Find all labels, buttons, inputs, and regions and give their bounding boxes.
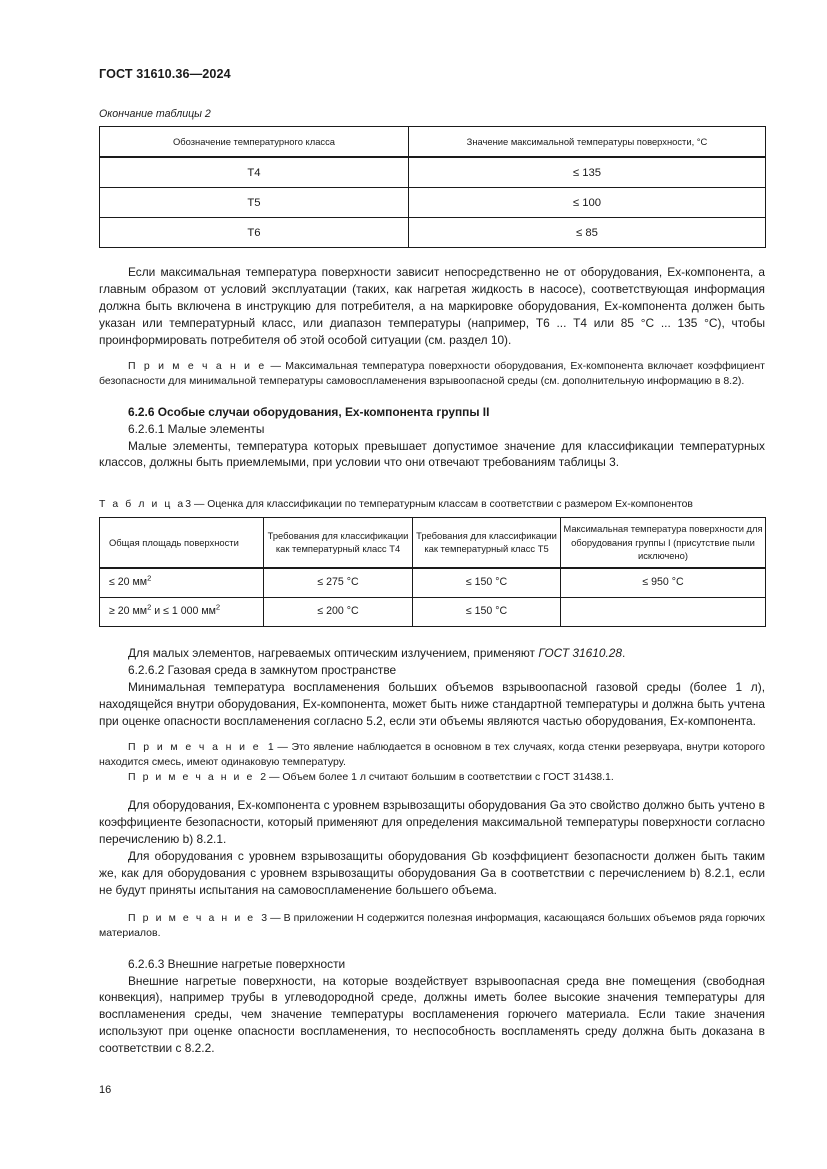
spacer <box>99 942 765 956</box>
spacer <box>99 899 765 911</box>
note-number: 2 <box>260 771 267 784</box>
optical-text-before: Для малых элементов, нагреваемых оптическим излучением, применяют <box>128 645 539 660</box>
paragraph-6-2-6-2: Минимальная температура воспламенения больших объемов взрывоопасной газовой среды (более 1 л), находящейся внутри оборудования, Ех-компонента, может быть ниже стандартной температуры и должна быть учтена при оценке опасности воспламенения согласно 5.2, если эти объемы являются частью оборудования, Ех-компонента. <box>99 679 765 728</box>
paragraph-6-2-6-3: Внешние нагретые поверхности, на которые воздействует взрывоопасная среда вне помещения (свободная конвекция), например трубы в углеводородной среде, должны иметь более высокие значения температуры для воспламенения среды, чем значение температуры воспламенения горючего материала. Если такие значения используют при оценке опасности воспламенения, то неспособность воспламенять среду должна быть доказана в соответствии с 8.2.2. <box>99 973 765 1056</box>
table-2 <box>99 126 766 248</box>
standard-header: ГОСТ 31610.36—2024 <box>99 67 231 81</box>
page-number: 16 <box>99 1084 112 1096</box>
table3-col-header-t4: Требования для классификации как температурный класс Т4 <box>264 517 413 568</box>
table3-cell-area: ≤ 20 $мм^2$ <box>100 568 264 598</box>
table2-caption: Окончание таблицы 2 <box>99 108 211 121</box>
paragraph-6-2-6-1: Малые элементы, температура которых превышает допустимое значение для классификации температурных классов, должны быть приемлемыми, при условии что они отвечают требованиям таблицы 3. <box>99 438 765 470</box>
spacer <box>99 248 765 264</box>
table3-caption <box>99 498 765 512</box>
paragraph-ga-protection-level: Для оборудования, Ех-компонента с уровнем взрывозащиты оборудования Ga это свойство должно быть учтено в коэффициенте безопасности, который применяют для определения максимальной температуры поверхности согласно перечислению b) 8.2.1. <box>99 798 765 847</box>
table-row <box>100 218 766 248</box>
table3-col-header-area: Общая площадь поверхности <box>100 517 264 568</box>
table3-col-header-t5: Требования для классификации как температурный класс Т5 <box>413 517 561 568</box>
gost-reference: ГОСТ 31610.28 <box>538 645 622 660</box>
note-number: 1 <box>267 740 274 753</box>
table2-cell-temp: ≤ 135 <box>409 157 766 188</box>
table3-cell-t5: ≤ 150 °С <box>413 597 561 626</box>
table-3 <box>99 517 766 627</box>
table3-caption-text: — Оценка для классификации по температурным классам в соответствии с размером Ех-компонентов <box>191 499 693 511</box>
table3-cell-area: ≥ 20 $мм^2$ и ≤ 1 000 $мм^2$ <box>100 597 264 626</box>
spacer <box>99 627 765 645</box>
table2-header-row <box>100 127 766 158</box>
note-number: 3 <box>261 912 268 925</box>
table3-cell-t4: ≤ 200 °С <box>264 597 413 626</box>
spacer <box>99 785 765 797</box>
note-text: — Максимальная температура поверхности оборудования, Ех-компонента включает коэффициент безопасности для минимальной температуры самовоспламенения взрывоопасной среды (см. дополнительную информацию в 8.2). <box>99 360 765 388</box>
table-row <box>100 188 766 218</box>
paragraph-gb-protection-level: Для оборудования с уровнем взрывозащиты оборудования Gb коэффициент безопасности должен быть таким же, как для оборудования с уровнем взрывозащиты оборудования Ga в соответствии с перечислением b) 8.2.1, если не будут приняты испытания на самовоспламенение большего объема. <box>99 849 765 898</box>
table2-cell-temp: ≤ 100 <box>409 188 766 218</box>
page-content <box>99 0 765 1057</box>
table2-col-header-temp: Значение максимальной температуры поверхности, °С <box>409 127 766 158</box>
optical-text-after: . <box>622 645 626 660</box>
note-label: П р и м е ч а н и е <box>128 740 261 753</box>
heading-6-2-6-1: 6.2.6.1 Малые элементы <box>128 421 265 436</box>
table3-cell-t5: ≤ 150 °С <box>413 568 561 598</box>
note-2 <box>99 770 765 785</box>
note-label: П р и м е ч а н и е <box>128 912 256 925</box>
note-label: П р и м е ч а н и е <box>128 771 255 784</box>
table3-header-row <box>100 517 766 568</box>
table3-col-header-group1: Максимальная температура поверхности для оборудования группы I (присутствие пыли исключено) <box>561 517 766 568</box>
table3-cell-group1 <box>561 597 766 626</box>
table-row <box>100 597 766 626</box>
table2-cell-temp: ≤ 85 <box>409 218 766 248</box>
spacer <box>99 471 765 479</box>
table2-cell-class: T5 <box>100 188 409 218</box>
table2-cell-class: T6 <box>100 218 409 248</box>
table2-cell-class: T4 <box>100 157 409 188</box>
table-row <box>100 157 766 188</box>
table3-caption-number: 3 <box>185 499 192 511</box>
spacer <box>99 730 765 740</box>
note-1 <box>99 740 765 770</box>
table3-caption-label: Т а б л и ц а <box>99 499 186 511</box>
heading-6-2-6-2: 6.2.6.2 Газовая среда в замкнутом пространстве <box>128 662 397 677</box>
table3-cell-t4: ≤ 275 °С <box>264 568 413 598</box>
note-surface-temperature <box>99 359 765 389</box>
spacer <box>99 349 765 359</box>
paragraph-optical-radiation <box>99 645 765 662</box>
note-3 <box>99 911 765 941</box>
note-label: П р и м е ч а н и е <box>128 360 267 373</box>
table3-cell-group1: ≤ 950 °С <box>561 568 766 598</box>
note-text: — Объем более 1 л считают большим в соответствии с ГОСТ 31438.1. <box>266 771 614 784</box>
heading-6-2-6-3: 6.2.6.3 Внешние нагретые поверхности <box>128 956 346 971</box>
heading-6-2-6: 6.2.6 Особые случаи оборудования, Ех-компонента группы II <box>128 404 490 419</box>
table2-col-header-class: Обозначение температурного класса <box>100 127 409 158</box>
paragraph-after-table2: Если максимальная температура поверхности зависит непосредственно не от оборудования, Ех-компонента, а главным образом от условий эксплуатации (таких, как нагретая жидкость в насосе), соответствующая информация должна быть включена в инструкцию для потребителя, а на маркировке оборудования, Ех-компонента должен быть указан или температурный класс, или диапазон температуры (например, Т6 ... Т4 или 85 °С ... 135 °С), чтобы проинформировать потребителя об этой особой ситуации (см. раздел 10). <box>99 265 765 348</box>
table-row <box>100 568 766 598</box>
spacer <box>99 390 765 404</box>
note-text: — В приложении Н содержится полезная информация, касающаяся больших объемов ряда горючих материалов. <box>99 912 765 940</box>
note-text: — Это явление наблюдается в основном в тех случаях, когда стенки резервуара, внутри которого находится смесь, имеют одинаковую температуру. <box>99 740 765 768</box>
